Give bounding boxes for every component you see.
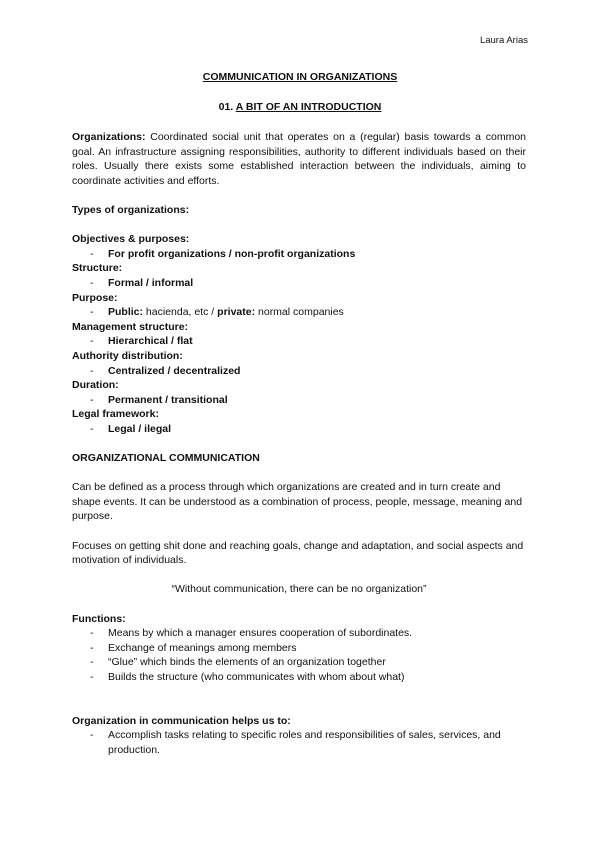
functions-heading: Functions: [72, 612, 126, 625]
type-item [72, 247, 526, 262]
dash-marker: - [90, 306, 94, 319]
dash-marker: - [90, 393, 94, 406]
public-label: Public: [108, 306, 144, 319]
dash-marker: - [90, 247, 94, 260]
type-value: Hierarchical / flat [108, 335, 193, 348]
org-comm-heading: ORGANIZATIONAL COMMUNICATION [72, 452, 260, 465]
document-body [72, 130, 526, 758]
type-label: Structure: [72, 262, 123, 275]
dash-marker: - [90, 729, 94, 742]
type-item [72, 276, 526, 291]
type-item [72, 393, 526, 408]
intro-paragraph [72, 130, 526, 188]
private-text: normal companies [255, 306, 344, 319]
dash-marker: - [90, 276, 94, 289]
type-label: Authority distribution: [72, 349, 183, 362]
type-value: Legal / ilegal [108, 422, 172, 435]
type-value: Centralized / decentralized [108, 364, 241, 377]
org-comm-paragraph-2: Focuses on getting shit done and reaching goals, change and adaptation, and social aspects and motivation of individuals. [72, 539, 524, 567]
function-item [72, 670, 526, 685]
intro-definition: Coordinated social unit that operates on a (regular) basis towards a common goal. An infrastructure assigning responsibilities, authority to different individuals based on their roles. Usually there exists some established interaction between the individuals, aiming to coordinate activities and efforts. [72, 131, 526, 187]
dash-marker: - [90, 641, 94, 654]
function-item [72, 655, 526, 670]
dash-marker: - [90, 422, 94, 435]
type-value: For profit organizations / non-profit organizations [108, 247, 356, 260]
types-heading: Types of organizations: [72, 203, 190, 216]
private-label: private: [217, 306, 256, 319]
dash-marker: - [90, 335, 94, 348]
type-label: Purpose: [72, 291, 118, 304]
helps-item [72, 728, 526, 757]
type-label: Duration: [72, 379, 119, 392]
helps-heading: Organization in communication helps us to: [72, 714, 291, 727]
type-label: Management structure: [72, 320, 189, 333]
type-label: Legal framework: [72, 408, 159, 421]
function-text: Exchange of meanings among members [108, 641, 297, 654]
public-text: hacienda, etc / [143, 306, 218, 319]
function-item [72, 641, 526, 656]
dash-marker: - [90, 656, 94, 669]
type-value: Permanent / transitional [108, 393, 228, 406]
type-item [72, 422, 526, 437]
section-title-text: A BIT OF AN INTRODUCTION [235, 101, 382, 113]
type-item [72, 334, 526, 349]
function-text: Builds the structure (who communicates with whom about what) [108, 670, 405, 683]
section-title [0, 101, 600, 113]
author-name: Laura Arias [479, 35, 528, 46]
dash-marker: - [90, 364, 94, 377]
dash-marker: - [90, 670, 94, 683]
helps-text: Accomplish tasks relating to specific roles and responsibilities of sales, services, and production. [108, 729, 501, 756]
function-text: Means by which a manager ensures cooperation of subordinates. [108, 627, 413, 640]
function-text: “Glue” which binds the elements of an organization together [108, 656, 386, 669]
quote: “Without communication, there can be no organization” [171, 583, 427, 596]
type-item [72, 364, 526, 379]
dash-marker: - [90, 627, 94, 640]
type-label: Objectives & purposes: [72, 233, 190, 246]
type-item [72, 305, 526, 320]
type-value: Formal / informal [108, 276, 194, 289]
section-number: 01. [218, 101, 234, 113]
intro-term: Organizations: [72, 131, 146, 143]
document-title: COMMUNICATION IN ORGANIZATIONS [202, 71, 398, 83]
function-item [72, 626, 526, 641]
org-comm-paragraph-1: Can be defined as a process through which organizations are created and in turn create and shape events. It can be understood as a combination of process, people, message, meaning and purpose. [72, 481, 523, 523]
